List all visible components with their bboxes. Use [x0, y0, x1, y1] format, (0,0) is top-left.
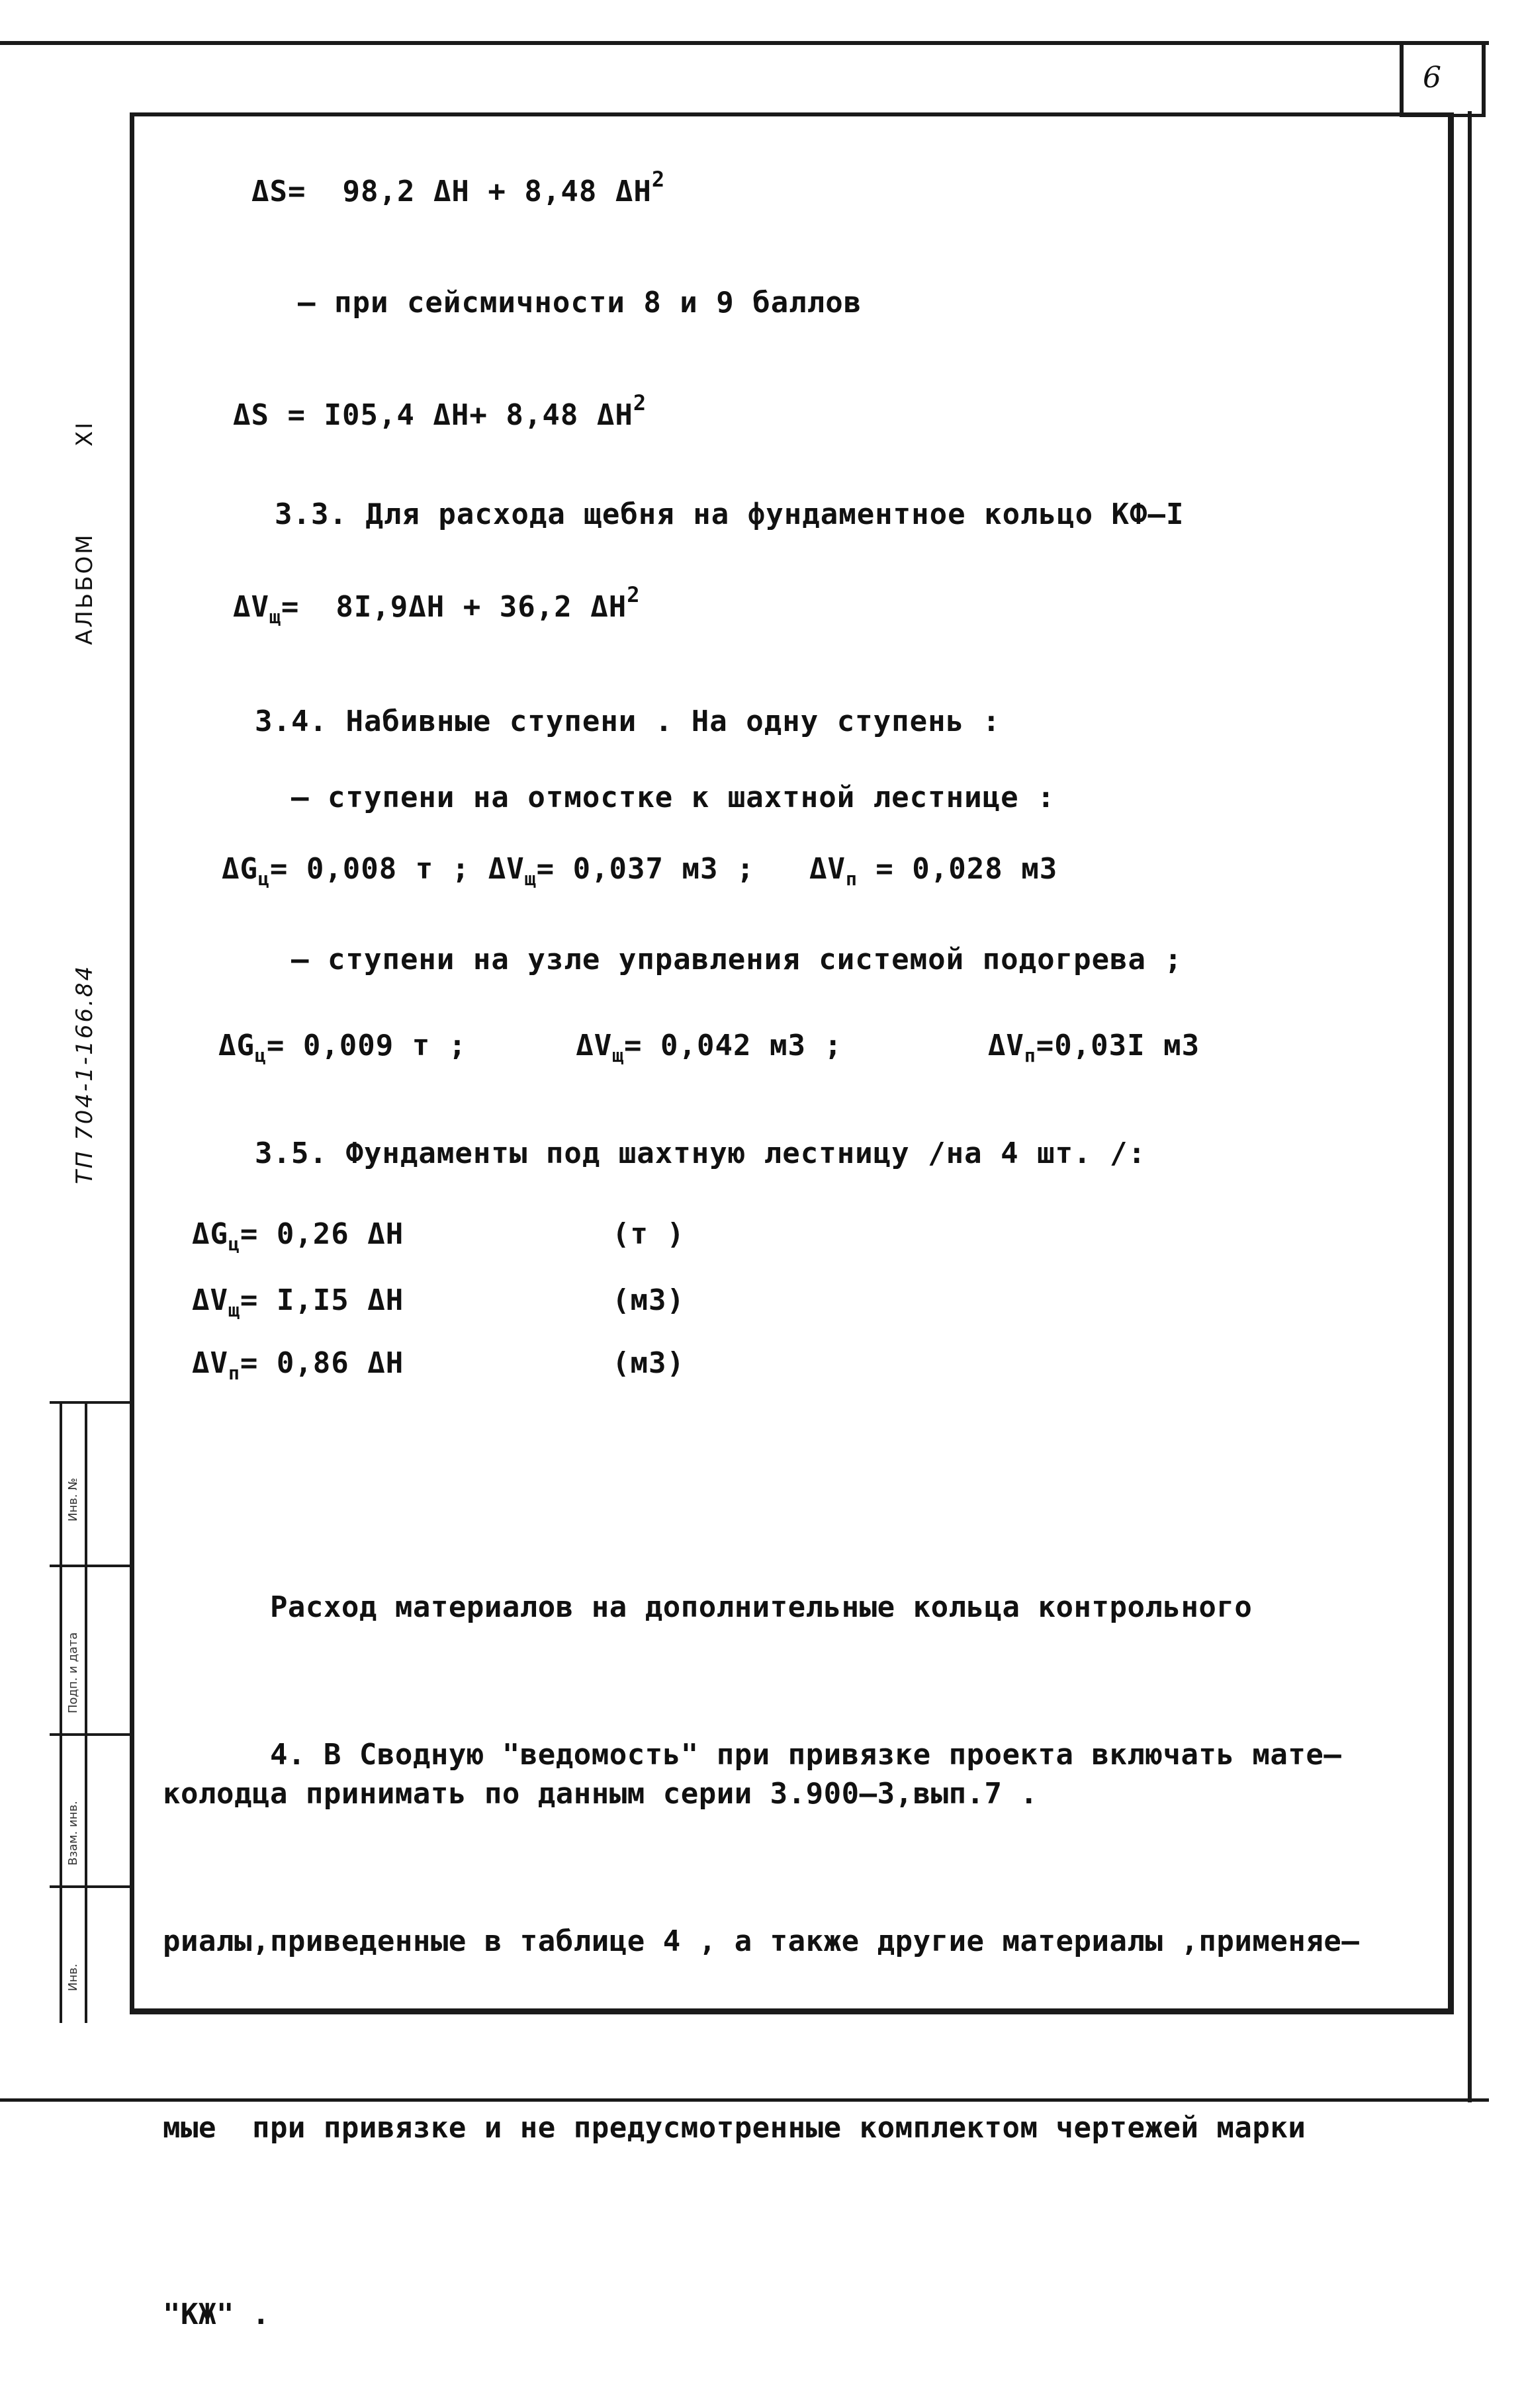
- foundation-row-gravel-unit: (м3): [612, 1283, 685, 1317]
- steps-blind-area-row: $\Delta G_ц= 0,008$ т ; $\Delta V_щ= 0,037$ м3 ; $\Delta V_п = 0,028$ м3: [222, 852, 1058, 890]
- section-3-3: 3.3. Для расхода щебня на фундаментное кольцо КФ–I: [275, 497, 1185, 531]
- foundation-row-sand-unit: (м3): [612, 1346, 685, 1380]
- stamp-label: Взам. инв.: [66, 1801, 80, 1866]
- paragraph-line: Расход материалов на дополнительные кольца контрольного: [163, 1590, 1253, 1624]
- foundation-row-sand: $\Delta V_п= 0,86$ ΔH: [192, 1346, 404, 1384]
- top-border-line: [0, 41, 1489, 45]
- section-3-4-steps-heating-unit: – ступени на узле управления системой подогрева ;: [291, 943, 1183, 976]
- section-3-4: 3.4. Набивные ступени . На одну ступень :: [255, 705, 1001, 738]
- paragraph-line: риалы,приведенные в таблице 4 , а также другие материалы ,применяе–: [163, 1924, 1360, 1958]
- note-seismic: – при сейсмичности 8 и 9 баллов: [298, 286, 862, 320]
- page-number-box: [1400, 41, 1486, 117]
- stamp-divider: [50, 1565, 132, 1567]
- page-number: 6: [1423, 61, 1441, 95]
- project-code: ТП 704-1-166.84: [71, 964, 98, 1184]
- stamp-left-line: [60, 1401, 62, 2023]
- paragraph-line: 4. В Сводную "ведомость" при привязке проекта включать мате–: [163, 1738, 1342, 1772]
- steps-heating-unit-row: $\Delta G_ц= 0,009$ т ; $\Delta V_щ= 0,042$ м3 ; $\Delta V_п=0,03I$ м3: [218, 1029, 1200, 1066]
- formula-delta-s-2: ΔS = I05,4 ΔH+ 8,48 $\Delta H^2$: [233, 390, 647, 432]
- paragraph-line: "КЖ" .: [163, 2298, 270, 2331]
- stamp-label: Инв. №: [66, 1477, 80, 1522]
- foundation-row-cement: $\Delta G_ц= 0,26$ ΔH: [192, 1217, 404, 1255]
- album-number: XI: [71, 420, 98, 447]
- album-label: АЛЬБОМ: [71, 533, 98, 645]
- foundation-row-gravel: $\Delta V_щ= I,I5$ ΔH: [192, 1283, 404, 1321]
- outer-right-border: [1468, 111, 1472, 2102]
- section-3-5: 3.5. Фундаменты под шахтную лестницу /на 4 шт. /:: [255, 1137, 1147, 1170]
- paragraph-line: колодца принимать по данным серии 3.900–3,вып.7 .: [163, 1777, 1038, 1811]
- stamp-label: Инв.: [66, 1963, 80, 1991]
- stamp-divider: [50, 1733, 132, 1736]
- stamp-divider: [50, 1885, 132, 1888]
- stamp-label: Подп. и дата: [66, 1632, 80, 1713]
- stamp-top-line: [50, 1401, 132, 1404]
- formula-gravel-ring: $\Delta V_щ= 8I,9\Delta H + 36,2$ $\Delta H^2$: [233, 582, 641, 628]
- formula-delta-s-1: ΔS= 98,2 ΔH + 8,48 $\Delta H^2$: [251, 167, 666, 208]
- section-3-4-steps-blind-area: – ступени на отмостке к шахтной лестнице :: [291, 781, 1055, 814]
- stamp-right-line: [85, 1401, 87, 2023]
- foundation-row-cement-unit: (т ): [612, 1217, 685, 1251]
- paragraph-summary-statement: [163, 1600, 1394, 2408]
- paragraph-line: мые при привязке и не предусмотренные комплектом чертежей марки: [163, 2111, 1306, 2145]
